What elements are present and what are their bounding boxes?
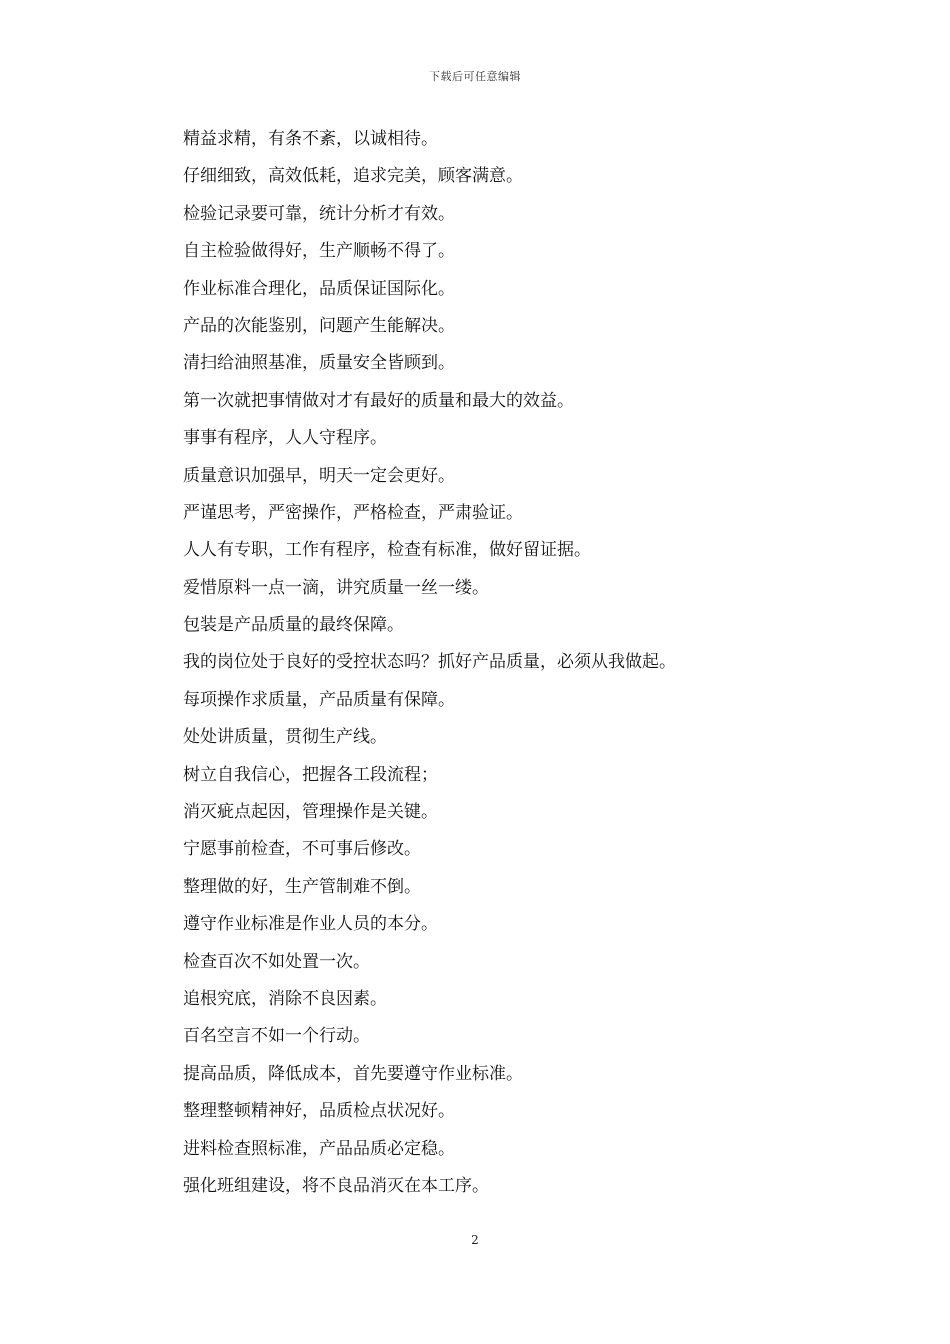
page-number: 2 <box>471 1233 479 1247</box>
slogan-line: 精益求精，有条不紊，以诚相待。 <box>183 129 438 149</box>
slogan-line: 每项操作求质量，产品质量有保障。 <box>183 689 455 710</box>
slogan-line: 自主检验做得好，生产顺畅不得了。 <box>183 241 455 262</box>
slogan-line: 百名空言不如一个行动。 <box>183 1026 370 1047</box>
slogan-line: 我的岗位处于良好的受控状态吗？抓好产品质量，必须从我做起。 <box>183 652 676 673</box>
slogan-line: 进料检查照标准，产品品质必定稳。 <box>183 1138 455 1159</box>
slogan-line: 消灭疵点起因，管理操作是关键。 <box>183 802 438 823</box>
slogan-line: 包装是产品质量的最终保障。 <box>183 615 404 636</box>
slogan-line: 提高品质，降低成本，首先要遵守作业标准。 <box>183 1063 523 1084</box>
slogan-line: 追根究底，消除不良因素。 <box>183 988 387 1009</box>
slogan-line: 作业标准合理化，品质保证国际化。 <box>183 278 455 299</box>
page-header: 下载后可任意编辑 <box>429 70 521 83</box>
slogan-line: 检查百次不如处置一次。 <box>183 951 370 972</box>
slogan-line: 处处讲质量，贯彻生产线。 <box>183 727 387 748</box>
slogan-line: 遵守作业标准是作业人员的本分。 <box>183 914 438 935</box>
slogan-line: 检验记录要可靠，统计分析才有效。 <box>183 203 455 224</box>
slogan-line: 宁愿事前检查，不可事后修改。 <box>183 839 421 860</box>
slogan-line: 树立自我信心，把握各工段流程； <box>183 764 438 785</box>
slogan-line: 爱惜原料一点一滴，讲究质量一丝一缕。 <box>183 577 489 598</box>
slogan-line: 严谨思考，严密操作，严格检查，严肃验证。 <box>183 502 523 523</box>
slogan-line: 事事有程序，人人守程序。 <box>183 428 387 449</box>
slogan-line: 整理做的好，生产管制难不倒。 <box>183 876 421 897</box>
slogan-line: 质量意识加强早，明天一定会更好。 <box>183 465 455 486</box>
slogan-line: 清扫给油照基准，质量安全皆顾到。 <box>183 353 455 374</box>
slogan-line: 强化班组建设，将不良品消灭在本工序。 <box>183 1175 489 1196</box>
slogan-line: 人人有专职，工作有程序，检查有标准，做好留证据。 <box>183 540 591 561</box>
slogan-list <box>183 121 783 1205</box>
slogan-line: 产品的次能鉴别，问题产生能解决。 <box>183 315 455 336</box>
slogan-line: 整理整顿精神好，品质检点状况好。 <box>183 1101 455 1122</box>
slogan-line: 仔细细致，高效低耗，追求完美，顾客满意。 <box>183 166 523 187</box>
slogan-line: 第一次就把事情做对才有最好的质量和最大的效益。 <box>183 390 574 411</box>
